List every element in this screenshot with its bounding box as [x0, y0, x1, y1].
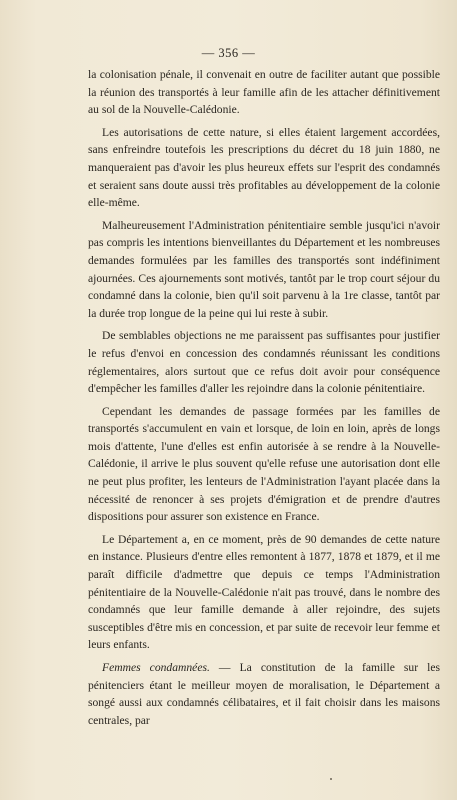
paragraph: Cependant les demandes de passage formées par les familles de transportés s'accumulent en vain et lorsque, de loin en loin, après de longs mois d'attente, l'une d'elles est enfin autorisée à se rendre à la Nouvelle-Calédonie, il arrive le plus souvent qu'elle refuse une autorisation dont elle ne peut plus profiter, les lenteurs de l'Administration l'ayant placée dans la nécessité de renoncer à ses projets d'émigration et de prendre d'autres dispositions pour assurer son existence en France.	[88, 404, 440, 524]
body-text	[88, 66, 440, 734]
paragraph: Le Département a, en ce moment, près de 90 demandes de cette nature en instance. Plusieurs d'entre elles remontent à 1877, 1878 et 1879, et il me paraît difficile d'admettre que depuis ce temps l'Administration pénitentiaire de la Nouvelle-Calédonie n'ait pas trouvé, dans le nombre des condamnés que leur famille demande à aller rejoindre, des sujets susceptibles d'être mis en concession, et par suite de recevoir leur femme et leurs enfants.	[88, 532, 440, 652]
paragraph: Les autorisations de cette nature, si elles étaient largement accordées, sans enfreindre toutefois les prescriptions du décret du 18 juin 1880, ne manqueraient pas d'avoir les plus heureux effets sur l'esprit des condamnés et seraient sans doute aussi très profitables au développement de la colonie elle-même.	[88, 125, 440, 210]
paragraph: De semblables objections ne me paraissent pas suffisantes pour justifier le refus d'envoi en concession des condamnés réunissant les conditions réglementaires, alors surtout que ce refus doit avoir pour conséquence d'empêcher les familles d'aller les rejoindre dans la colonie pénitentiaire.	[88, 329, 440, 396]
page-number: — 356 —	[201, 46, 256, 60]
paragraph: Malheureusement l'Administration pénitentiaire semble jusqu'ici n'avoir pas compris les intentions bienveillantes du Département et les nombreuses demandes formulées par les familles des transportés sont indéfiniment ajournées. Ces ajournements sont motivés, tantôt par le trop court séjour du condamné dans la colonie, bien qu'il soit parvenu à la 1re classe, tantôt par la durée trop longue de la peine qui lui reste à subir.	[88, 218, 440, 320]
paragraph-body: — La constitution de la famille sur les pénitenciers étant le meilleur moyen de moralisation, le Département a songé aussi aux condamnés célibataires, et il fait choisir dans les maisons centrales, par	[88, 661, 441, 727]
paragraph-women-convicts	[88, 659, 440, 729]
paragraph: la colonisation pénale, il convenait en outre de faciliter autant que possible la réunion des transportés à leur famille afin de les attacher définitivement au sol de la Nouvelle-Calédonie.	[88, 68, 440, 117]
paper-speck	[330, 778, 332, 780]
section-title: Femmes condamnées.	[102, 661, 210, 674]
